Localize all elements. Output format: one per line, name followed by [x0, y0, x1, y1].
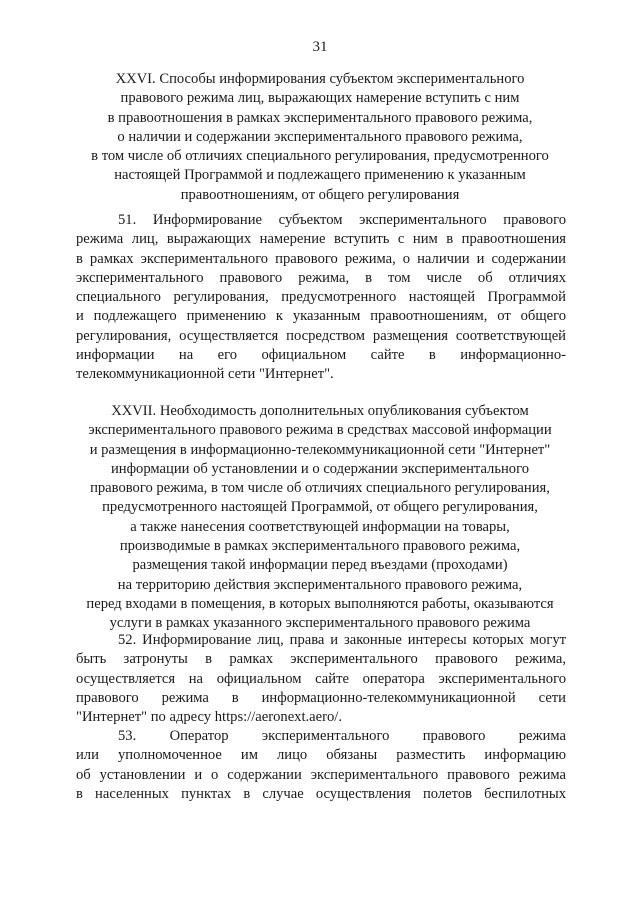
paragraph-line: регулирования, осуществляется посредством размещения соответствующей — [76, 327, 566, 344]
heading-line: информации об установлении и о содержании экспериментального — [110, 460, 530, 477]
heading-line: XXVI. Способы информирования субъектом экспериментального — [115, 71, 525, 87]
heading-line: экспериментального правового режима в средствах массовой информации — [88, 422, 552, 439]
heading-line: в том числе об отличиях специального регулирования, предусмотренного — [91, 148, 549, 165]
heading-line: XXVII. Необходимость дополнительных опубликования субъектом — [111, 403, 529, 419]
paragraph-53 — [76, 727, 566, 804]
paragraph-line: режима лиц, выражающих намерение вступить с ним в правоотношения — [76, 231, 566, 248]
heading-line: перед входами в помещения, в которых выполняются работы, оказываются — [86, 595, 554, 612]
paragraph-line: 53. Оператор экспериментального правового режима — [118, 728, 566, 744]
paragraph-line: об установлении и о содержании экспериментального правового режима — [76, 766, 566, 783]
heading-line: а также нанесения соответствующей информации на товары, — [130, 518, 510, 535]
paragraph-line: или уполномоченное им лицо обязаны разместить информацию — [76, 747, 566, 764]
page-number: 31 — [312, 39, 328, 55]
paragraph-line: осуществляется на официальном сайте оператора экспериментального — [76, 670, 566, 687]
heading-line: производимые в рамках экспериментального правового режима, — [119, 538, 521, 555]
heading-line: услуги в рамках указанного экспериментального правового режима — [109, 615, 531, 632]
heading-line: предусмотренного настоящей Программой, от общего регулирования, — [102, 499, 538, 516]
paragraph-line: информации на его официальном сайте в информационно- — [76, 347, 566, 364]
paragraph-line: "Интернет" по адресу https://aeronext.aero/. — [76, 709, 343, 726]
paragraph-line: правового режима в информационно-телекоммуникационной сети — [76, 689, 566, 706]
heading-line: правоотношениям, от общего регулирования — [180, 186, 460, 203]
heading-line: размещения такой информации перед въездами (проходами) — [132, 557, 508, 574]
paragraph-52 — [76, 631, 566, 727]
paragraph-51 — [76, 211, 566, 385]
paragraph-line: экспериментального правового режима, в том числе об отличиях — [76, 269, 566, 286]
heading-line: правового режима лиц, выражающих намерение вступить с ним — [120, 90, 520, 107]
heading-line: и размещения в информационно-телекоммуникационной сети "Интернет" — [89, 441, 551, 458]
paragraph-line: 51. Информирование субъектом экспериментального правового — [118, 212, 566, 228]
section-26-heading — [70, 70, 570, 205]
paragraph-line: быть затронуты в рамках экспериментального правового режима, — [76, 651, 566, 668]
section-27-heading — [70, 402, 570, 634]
paragraph-line: и подлежащего применению к указанным правоотношениям, от общего — [76, 308, 566, 325]
paragraph-line: специального регулирования, предусмотренного настоящей Программой — [76, 289, 566, 306]
paragraph-line: телекоммуникационной сети "Интернет". — [76, 366, 334, 383]
paragraph-line: 52. Информирование лиц, права и законные интересы которых могут — [118, 632, 566, 648]
heading-line: в правоотношения в рамках экспериментального правового режима, — [107, 109, 533, 126]
heading-line: настоящей Программой и подлежащего применению к указанным — [114, 167, 526, 184]
paragraph-line: в населенных пунктах в случае осуществления полетов беспилотных — [76, 785, 566, 802]
paragraph-line: в рамках экспериментального правового режима, о наличии и содержании — [76, 250, 566, 267]
heading-line: о наличии и содержании экспериментального правового режима, — [117, 128, 523, 145]
heading-line: правового режима, в том числе об отличиях специального регулирования, — [90, 480, 550, 497]
heading-line: на территорию действия экспериментального правового режима, — [117, 576, 523, 593]
